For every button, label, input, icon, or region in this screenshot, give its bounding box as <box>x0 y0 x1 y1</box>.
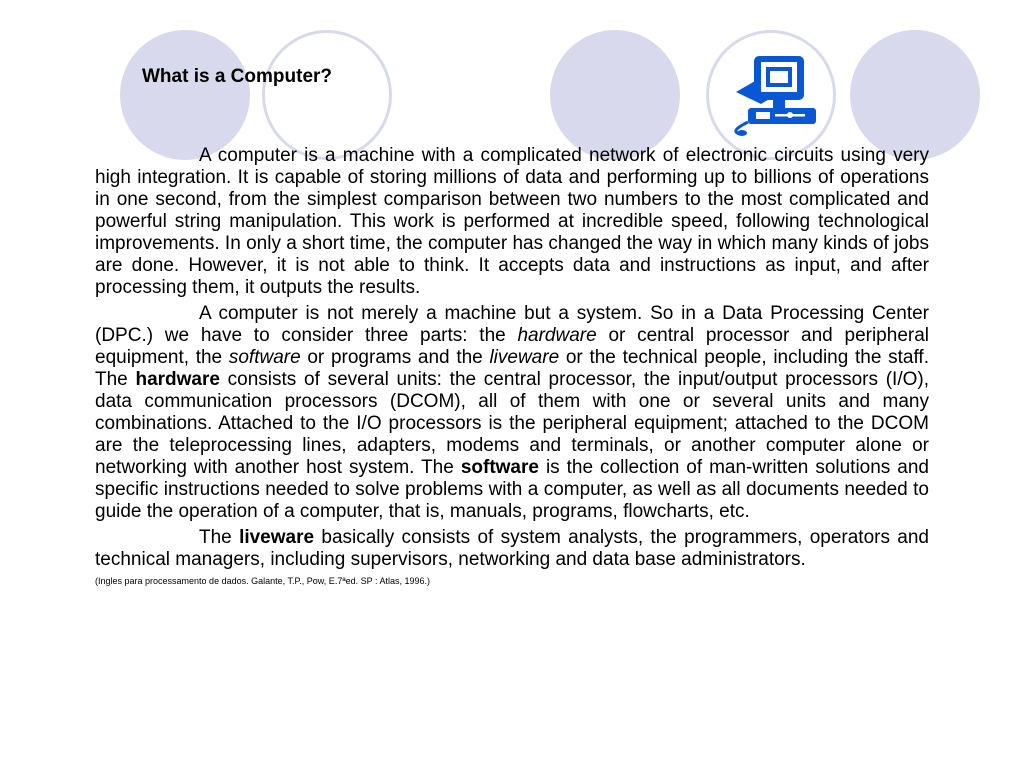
decorative-circle <box>550 30 680 160</box>
bold-term: hardware <box>135 369 220 390</box>
body-paragraph <box>95 303 929 523</box>
slide-title: What is a Computer? <box>142 66 333 87</box>
decorative-circle <box>120 30 250 160</box>
decorative-circle <box>262 30 392 160</box>
citation: (Ingles para processamento de dados. Galante, T.P., Pow, E.7ªed. SP : Atlas, 1996.) <box>95 576 431 586</box>
body-paragraph <box>95 527 929 571</box>
paragraph-text: basically consists of system analysts, the programmers, operators and technical managers, including supervisors, networking and data base administrators. <box>95 527 929 570</box>
paragraph-text: consists of several units: the central processor, the input/output processors (I/O), data communication processors (DCOM), all of them with one or several units and many combinations. Attached to the I/O processors is the peripheral equipment; attached to the DCOM are the teleprocessing lines, adapters, modems and terminals, or another computer alone or networking with another host system. The <box>95 369 929 478</box>
decorative-circle <box>850 30 980 160</box>
slide-body <box>95 145 929 587</box>
paragraph-text: or programs and the <box>300 347 490 368</box>
computer-illustration <box>736 56 816 136</box>
italic-term: software <box>228 347 301 368</box>
paragraph-text: or the technical people, including the staff. The <box>95 347 929 390</box>
paragraph-text: is the collection of man-written solutions and specific instructions needed to solve problems with a computer, as well as all documents needed to guide the operation of a computer, that is, manuals, programs, flowcharts, etc. <box>95 457 929 522</box>
italic-term: liveware <box>489 347 560 368</box>
paragraph-text: A computer is not merely a machine but a system. So in a Data Processing Center (DPC.) we have to consider three parts: the <box>95 303 929 346</box>
italic-term: hardware <box>517 325 597 346</box>
bold-term: software <box>460 457 539 478</box>
computer-icon <box>726 44 826 136</box>
paragraph-text: or central processor and peripheral equipment, the <box>95 325 929 368</box>
body-paragraph <box>95 145 929 299</box>
paragraph-text: A computer is a machine with a complicated network of electronic circuits using very high integration. It is capable of storing millions of data and performing up to billions of operations in one second, from the simplest comparison between two numbers to the most complicated and powerful string manipulation. This work is performed at incredible speed, following technological improvements. In only a short time, the computer has changed the way in which many kinds of jobs are done. However, it is not able to think. It accepts data and instructions as input, and after processing them, it outputs the results. <box>95 145 929 298</box>
paragraph-text: The <box>199 527 240 548</box>
bold-term: liveware <box>239 527 315 548</box>
